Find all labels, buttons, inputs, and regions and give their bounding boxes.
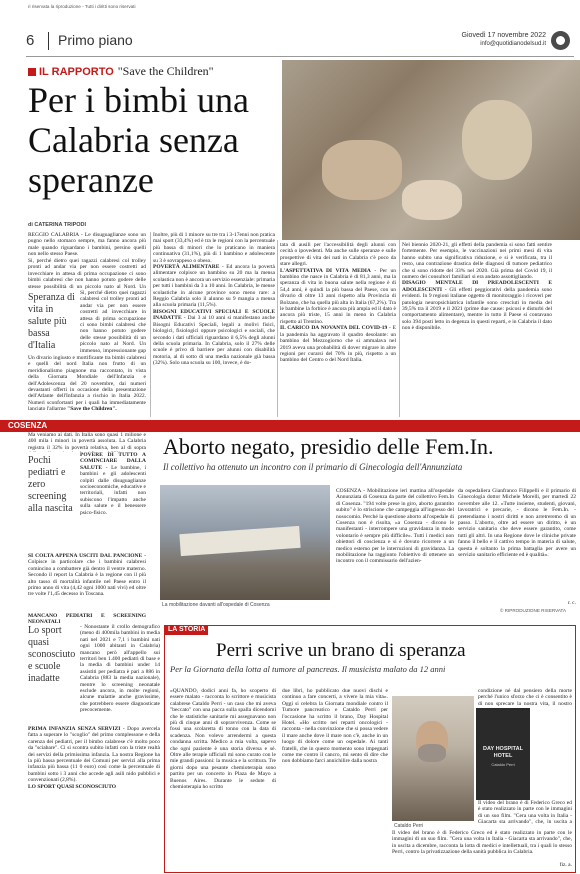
storia-deck: Per la Giornata della lotta al tumore al pancreas. Il musicista malato da 12 anni [170,664,446,674]
kicker-square-icon [28,68,36,76]
main-headline: Per i bimbi una Calabria senza speranze [28,80,249,200]
pull-quote-2: Pochi pediatri e zero screening alla nascita [28,455,73,514]
cosenza-copyright: © RIPRODUZIONE RISERVATA [500,608,567,613]
column-divider [150,232,151,417]
cosenza-signature: r. c. [567,600,576,606]
header-divider [48,32,49,50]
page-number: 6 [26,32,35,49]
main-col1-p7: - Nonostante il crollo demografico (meno di 400mila bambini in media nati nel 2021 e 7,1 i bambini nati ogni 1000 abitanti in Calabria) mancano però all'appello sui territori ben 1.400 pediatri di base e la media di bambini under 14 assistiti per pediatra è pari a 886 in Calabria (883 la media nazionale), mentre lo screening neonatale esclude ancora, in molte regioni, alcune malattie anche gravissime, che potrebbero essere diagnosticate precocemente. [80,624,160,714]
main-col1-p8: PRIMA INFANZIA SENZA SERVIZI - Dopo avercela fatta a superare lo "scoglio" del primo complessone e della carenza dei pediatri, per il bimbo calabrese c'è molto poco da "sciabare". Ci si scontra subito infatti con la triste realtà dei servizi della primissima infanzia. La nostra Regione ha la più bassa percentuale dei Comuni per servizi alla prima infanzia più bassa (11 0 euro) così come la percentuale di bambini sotto i 3 anni che accede agli asili nido pubblici e convenzionati (2,8%). LO SPORT QUASI SCONOSCIUTO [28,726,160,790]
album-artist: Cataldo Perri [491,762,515,767]
protest-photo-caption: La mobilitazione davanti all'ospedale di Cosenza [162,602,270,608]
article-kicker [28,64,214,79]
storia-col3-top: condizione né dal pensiero della morte perché l'unico sforzo che ci è consentito è di non sprecare la nostra vita, il nostro [478,688,572,706]
storia-section-bar [164,625,208,635]
main-col1-p4a: Ma veniamo ai dati. In Italia sono quasi 1 milione e 400 mila i minori in povertà assoluta. La Calabria registra il 32% in povertà relativa, ben al di sopra [28,432,146,451]
newspaper-logo-icon [551,31,570,50]
storia-tag: LA STORIA [168,626,206,633]
storia-col2: due libri, ho pubblicato due nuovi dischi e continuo a fare concerti, a vivere la mia vita». Oggi si celebra la Giornata mondiale contro il Tumore pancreatico e Cataldo Perri per l'occasione ha scritto il brano, Day Hospital Hotel. «Ho scritto nei reparti oncologici - racconta - nella convinzione che si possa vedere il mare anche dove il mare non c'è, anche in un luogo di dolore come un ospedale. Ai tanti fratelli, che in questo momento sono impegnati come me contro il cancro, mi sento di dire che non dobbiamo farci annichilire dalla nostra [282,688,388,765]
storia-col1: «QUANDO, dodici anni fa, ho scoperto di essere malato - racconta lo scrittore e musicista calabrese Cataldo Perri - un caso che mi aveva "beccato" con una pacca sulla spalla dicendomi che le statistiche sanitarie mi assegnavano non più di cinque anni di sopravvivenza. Come se fossi una scolaretta di tonno con la data di scadenza. Non volevo arrendermi a questa condanna scritta. Medico a mia volta, sapevo che ogni paziente è una storia diversa e sé. Oltre alle terapie ufficiali mi sono curato con le mie grandi passioni: la musica e la scrittura. Tre giorni dopo una pesante chemioterapia sono partito per un concerto in Plaza de Mayo a Buenos Aires. Durante le sedute di chemioterapia ho scritto [170,688,276,791]
main-col1-p6: SI COLTA APPENA USCITI DAL PANCIONE - Colpisce in particolare che i bambini calabresi comincino a combattere già dentro il ventre materno. Secondo il report la Calabria è la regione con il più alto tasso di mortalità infantile nel Paese entro il primo anno di vita (4,42 ogni 1000 nati vivi) ed oltre tre volte l'1,45 decesso in Toscana. [28,553,146,598]
storia-headline: Perri scrive un brano di speranza [216,640,466,661]
header-rule [26,56,574,57]
pull-quote-1: Speranza di vita in salute più bassa d'Italia [28,292,75,351]
main-col4: Nel biennio 2020-21, gli effetti della pandemia si sono fatti sentire fortemente. Per esempio, le vaccinazioni nei primi mesi di vita hanno subito una significativa riduzione, e si è verificata, tra il resto, una contrazione drastica delle diagnosi di tumore pediatrico che si sono ridotte del 33% nel 2020. Già prima del Covid 19, il numero dei consultori familiari si era andato assottigliando. DISAGIO MENTALE DI PREADOLESCENTI E ADOLESCENTI - Gli effetti peggiorativi della pandemia sono evidenti. In 9 regioni italiane oggetto di monitoraggio i ricoveri per patologia neuropsichiatrica infantile sono cresciuti in media del 39,5% tra il 2019 e il 2021 (prime due cause: psicosi e disturbi del comportamento alimentare), mentre in tutto il Paese si contavano solo 394 posti letto in degenza in questi reparti, e in Calabria il dato non è disponibile. [402,242,552,332]
storia-col3-bottom: Il video del brano è di Federico Greco ed è stato realizzato in parte con le immagini di un suo film. "Cera una volta in Italia - Giacarta sta arrivando", che, in uscita a dicembre, racconta la lotta di medici e intellettuali, tra i quali lo stesso Perri, contro la privatizzazione della sanità pubblica in Calabria. [392,830,572,856]
perri-photo [392,696,474,821]
album-title: DAY HOSPITAL HOTEL [483,746,523,759]
issue-date: Giovedì 17 novembre 2022 [461,32,546,39]
main-col1-p2a: Si, perché dietro quei ragazzi calabresi col trolley pronti ad andar via per non essere costretti ad invecchiare in attesa di prima occupazione ci sono bimbi calabresi che non hanno potuto godere delle stesse possibilità di un piccolo nato al Nord. Un [28,258,146,290]
main-col1-p3: Un divario ingiusto e mortificante tra bimbi calabresi e quelli del nord Italia non frutto di un meridionalismo piagnone ma raccontato, in vista della Giornata Mondiale dell'Infanzia e dell'Adolescenza del 20 novembre, dai numeri devastanti offerti in occasione della presentazione dell'Atlante dell'Infanzia a rischio in Italia 2022. Numeri sconfortanti per i quali ha immediatamente lanciato l'allarme "Save the Children". [28,355,146,413]
protest-photo [160,485,330,600]
main-col1-p5: POVERE DI TUTTO A COMINCIARE DALLA SALUTE - Le bambine, i bambini e gli adolescenti colpiti dalle disuguaglianze socioeconomiche, educative e territoriali, infatti non subiscono l'impatto anche sulla salute e il benessere psico-fisico. [80,452,146,516]
main-col3: tata di ausili per l'accessibilità degli alunni con cecità o ipovedenti. Ma anche sulle speranze e sulle prospettive di vita dei nati in Calabria c'è poco da stare allegri. L'ASPETTATIVA DI VITA MEDIA - Per un bambino che nasce in Calabria è di 81,3 anni, ma la speranza di vita in buona salute nella regione è di 54,4 anni, è quindi la più bassa del Paese, con un divario di oltre 13 anni rispetto alla Provincia di Bolzano, che ha quella più alta in Italia (67,2%). Tra le bambine la forbice è ancora più ampia ed il dato è ancora più triste, 15 anni in meno in Calabria rispetto al Trentino. IL CARICO DA NOVANTA DEL COVID-19 - E la pandemia ha aggravato il quadro desolante: un bambino del Mezzogiorno che si ammalava nel 2019 aveva una probabilità di dover migrare in altre regioni per curarsi del 70% in più, rispetto a un bambino del Centro o del Nord Italia. [280,242,396,364]
kicker-label: IL RAPPORTO [39,66,114,78]
perri-photo-caption: Cataldo Perri [394,823,424,829]
main-col2: Inoltre, più di 1 minore su tre tra i 3-17enni non pratica mai sport (33,4%) ed è tra le regioni con la percentuale più bassa di minori che lo praticano in maniera continuativa (31,1%), più di 1 bambino e adolescente su 3 è sovrappeso o obeso. POVERTÀ ALIMENTARE - Ed ancora la povertà alimentare colpisce un bambino su 20 ma la mensa scolastica non è ancora un servizio essenziale: primaria per tutti i bambini da 3 a 10 anni. In Calabria, le mense scolastiche in alcune province sono meno rare: a Reggio Calabria solo il alunno su 9 mangia a mensa alla scuola primaria (11,5%). BISOGNI EDUCATIVI SPECIALI E SCUOLE INADATTE - Dai 3 ai 10 anni si manifestano anche Bisogni Educativi Speciali, legali a molivi fisici, biologici, fisiologici oppure psicologici e sociali, che secondo i dati ufficiali riguardano il 6,5% degli alunni della scuola primaria. In Calabria, solo il 27% delle scuole è privo di barriere per alunni con disabilità motoria, al di sotto di una media nazionale già bassa (32%). Solo una scuola su 100, invece, è do- [153,232,275,367]
column-divider [399,240,400,417]
kicker-subtitle: "Save the Children" [117,64,214,78]
cosenza-headline: Aborto negato, presidio delle Fem.In. [163,434,494,459]
copyright-note: ri riservata la riproduzione - Tutti i diritti sono riservati [28,4,136,9]
cosenza-deck: Il collettivo ha ottenuto un incontro con il primario di Ginecologia dell'Annunziata [163,462,463,472]
children-photo [282,60,580,240]
cosenza-col2: da ospedaliera Gianfranco Filippelli e il primario di Ginecologia dottor Michele Morelli, per martedì 22 novembre alle 12. «Tutte insieme, studenti, giovani, lavoratrici e precarie, - dicono le Fem.In. - pretendiamo i nostri diritti e non arretreremo di un passo. L'aborto, oltre ad essere un diritto, è un servizio sanitario che deve essere garantito, come tutti gli altri. In una Regione dove le cliniche private fanno il bello e il cattivo tempo in materia di salute, questa è soltanto la prima battaglia per avere un servizio sanitario efficiente ed è qualità». [458,488,576,559]
byline: di CATERINA TRIPODI [28,222,87,228]
section-title: Primo piano [58,32,133,48]
cosenza-section-bar [0,420,580,432]
album-cover [476,708,530,800]
cosenza-col1: COSENZA - Mobilitazione ieri mattina all'ospedale Annunziata di Cosenza da parte del collettivo Fem.In di Cosenza. "194 volte prese in giro, aborto garantito subito" è lo striscione che campeggia all'ingresso del nosocomio. Perché la questione aborto all'ospedale di Cosenza non è risolta, «a Cosenza - dicono le manifestanti - interrompere una gravidanza in modo volontario è sempre più difficile». Tutti i medici non obiettori di coscienza e si è dovuto ricorrere a un medico esterno per le interruzioni di gravidanza. La mobilitazione ha raggiunto l'obiettivo di ottenere un incontro con il commissario dell'azien- [336,488,454,565]
storia-col3-mid: Il video del brano è di Federico Greco ed è stato realizzato in parte con le immagini di un suo film. "Cera una volta in Italia - Giacarta sta arrivando", che, in uscita a [478,800,572,824]
cosenza-tag: COSENZA [8,421,48,430]
column-divider [277,240,278,417]
main-col1-intro: REGGIO CALABRIA - Le disuguaglianze sono un pugno nello stomaco sempre, ma fanno ancora più male quando riguardano i bambini, persino quelli non nello stesso Paese. [28,232,146,258]
pull-quote-3: Lo sport quasi sconosciuto e scuole inadatte [28,625,76,684]
main-col1-h-mancano: MANCANO PEDIATRI E SCREENING NEONATALI [28,613,146,623]
storia-signature: fiz. a. [559,862,572,868]
main-col1-p2b: Si, perché dietro quei ragazzi calabresi col trolley pronti ad andar via per non essere costretti ad invecchiare in attesa di prima occupazione ci sono bimbi calabresi che non hanno potuto godere delle stesse possibilità di un piccolo nato al Nord. Un immenso, impressionante gap [80,290,146,354]
contact-email[interactable]: info@quotidianodelsud.it [480,41,546,47]
